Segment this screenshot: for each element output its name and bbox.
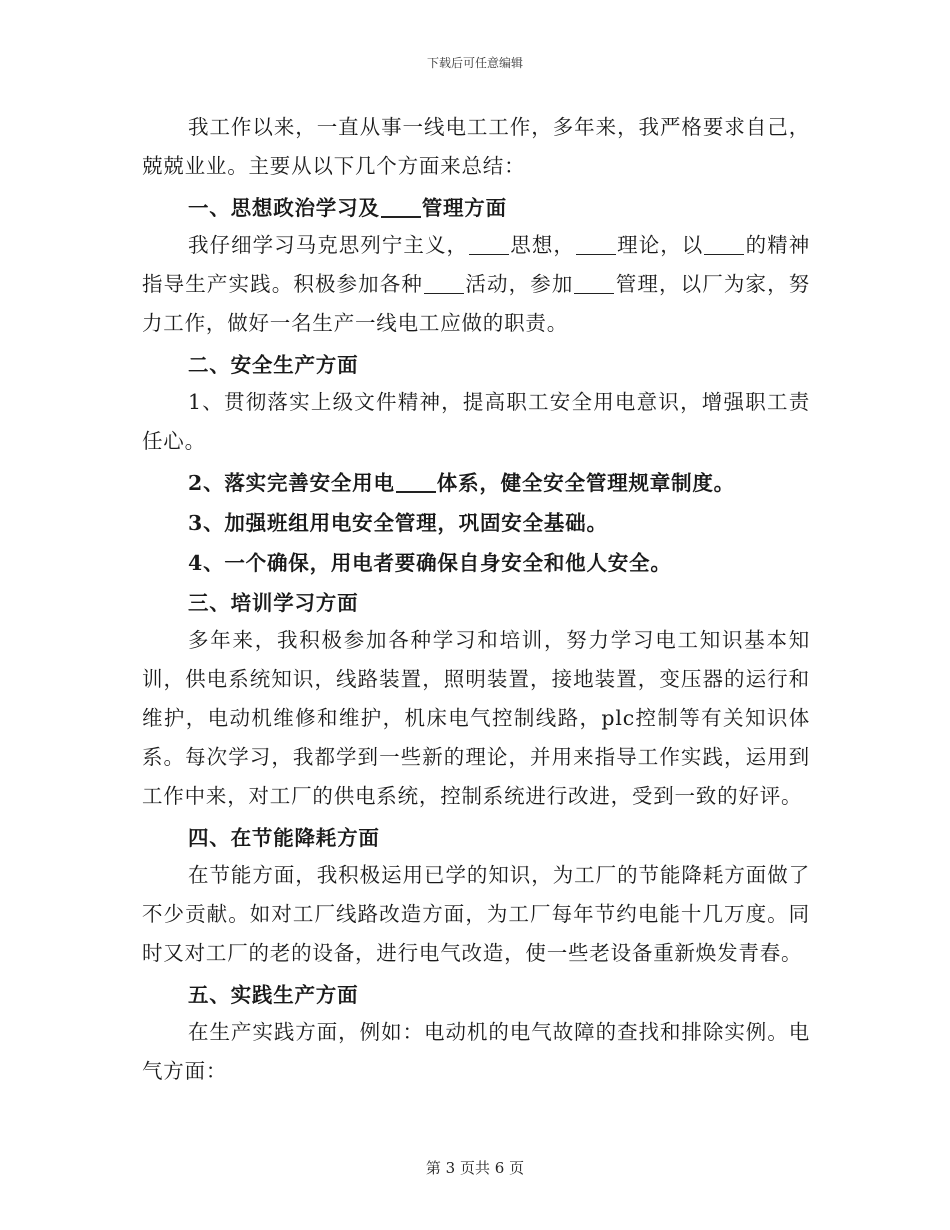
safety-item-4: 4、一个确保，用电者要确保自身安全和他人安全。 [188,551,672,575]
document-body [142,108,810,1091]
text-run: 我仔细学习马克思列宁主义， [188,233,469,257]
safety-item-1: 1、贯彻落实上级文件精神，提高职工安全用电意识，增强职工责任心。 [142,390,810,453]
text-run: 活动，参加 [465,272,574,296]
safety-item-3: 3、加强班组用电安全管理，巩固安全基础。 [188,511,608,535]
section-heading-safety: 二、安全生产方面 [188,353,359,377]
training-paragraph: 多年来，我积极参加各种学习和培训，努力学习电工知识基本知训，供电系统知识，线路装置，照明装置，接地装置，变压器的运行和维护，电动机维修和维护，机床电气控制线路，plc控制等有关知识体系。每次学习，我都学到一些新的理论，并用来指导工作实践，运用到工作中来，对工厂的供电系统，控制系统进行改进，受到一致的好评。 [142,628,810,808]
text-run: 理论，以 [616,233,704,257]
politics-paragraph [142,226,810,343]
section-heading-practice: 五、实践生产方面 [188,983,359,1007]
fill-blank [576,234,616,256]
text-run: 的精神指导生产实践。积极参加各种 [142,233,810,296]
intro-paragraph: 我工作以来，一直从事一线电工工作，多年来，我严格要求自己，兢兢业业。主要从以下几个方面来总结： [142,115,810,178]
fill-blank [574,273,614,295]
section-heading-energy: 四、在节能降耗方面 [188,826,380,850]
text-run: 管理，以厂为家，努力工作，做好一名生产一线电工应做的职责。 [142,272,810,335]
fill-blank [469,234,509,256]
safety-item-2 [142,465,810,501]
heading-text: 管理方面 [421,196,507,220]
fill-blank [396,471,436,494]
fill-blank [424,273,464,295]
fill-blank [704,234,744,256]
energy-paragraph: 在节能方面，我积极运用已学的知识，为工厂的节能降耗方面做了不少贡献。如对工厂线路改造方面，为工厂每年节约电能十几万度。同时又对工厂的老的设备，进行电气改造，使一些老设备重新焕发青春。 [142,863,810,965]
page-header: 下载后可任意编辑 [426,56,523,70]
text-run: 思想， [510,233,575,257]
text-run: 体系，健全安全管理规章制度。 [436,471,735,495]
page-number: 第 3 页共 6 页 [425,1159,525,1177]
practice-paragraph: 在生产实践方面，例如：电动机的电气故障的查找和排除实例。电气方面： [142,1020,810,1083]
fill-blank [381,196,421,219]
section-heading-politics [142,190,810,226]
heading-text: 一、思想政治学习及 [188,196,380,220]
section-heading-training: 三、培训学习方面 [188,591,359,615]
text-run: 2、落实完善安全用电 [188,471,395,495]
